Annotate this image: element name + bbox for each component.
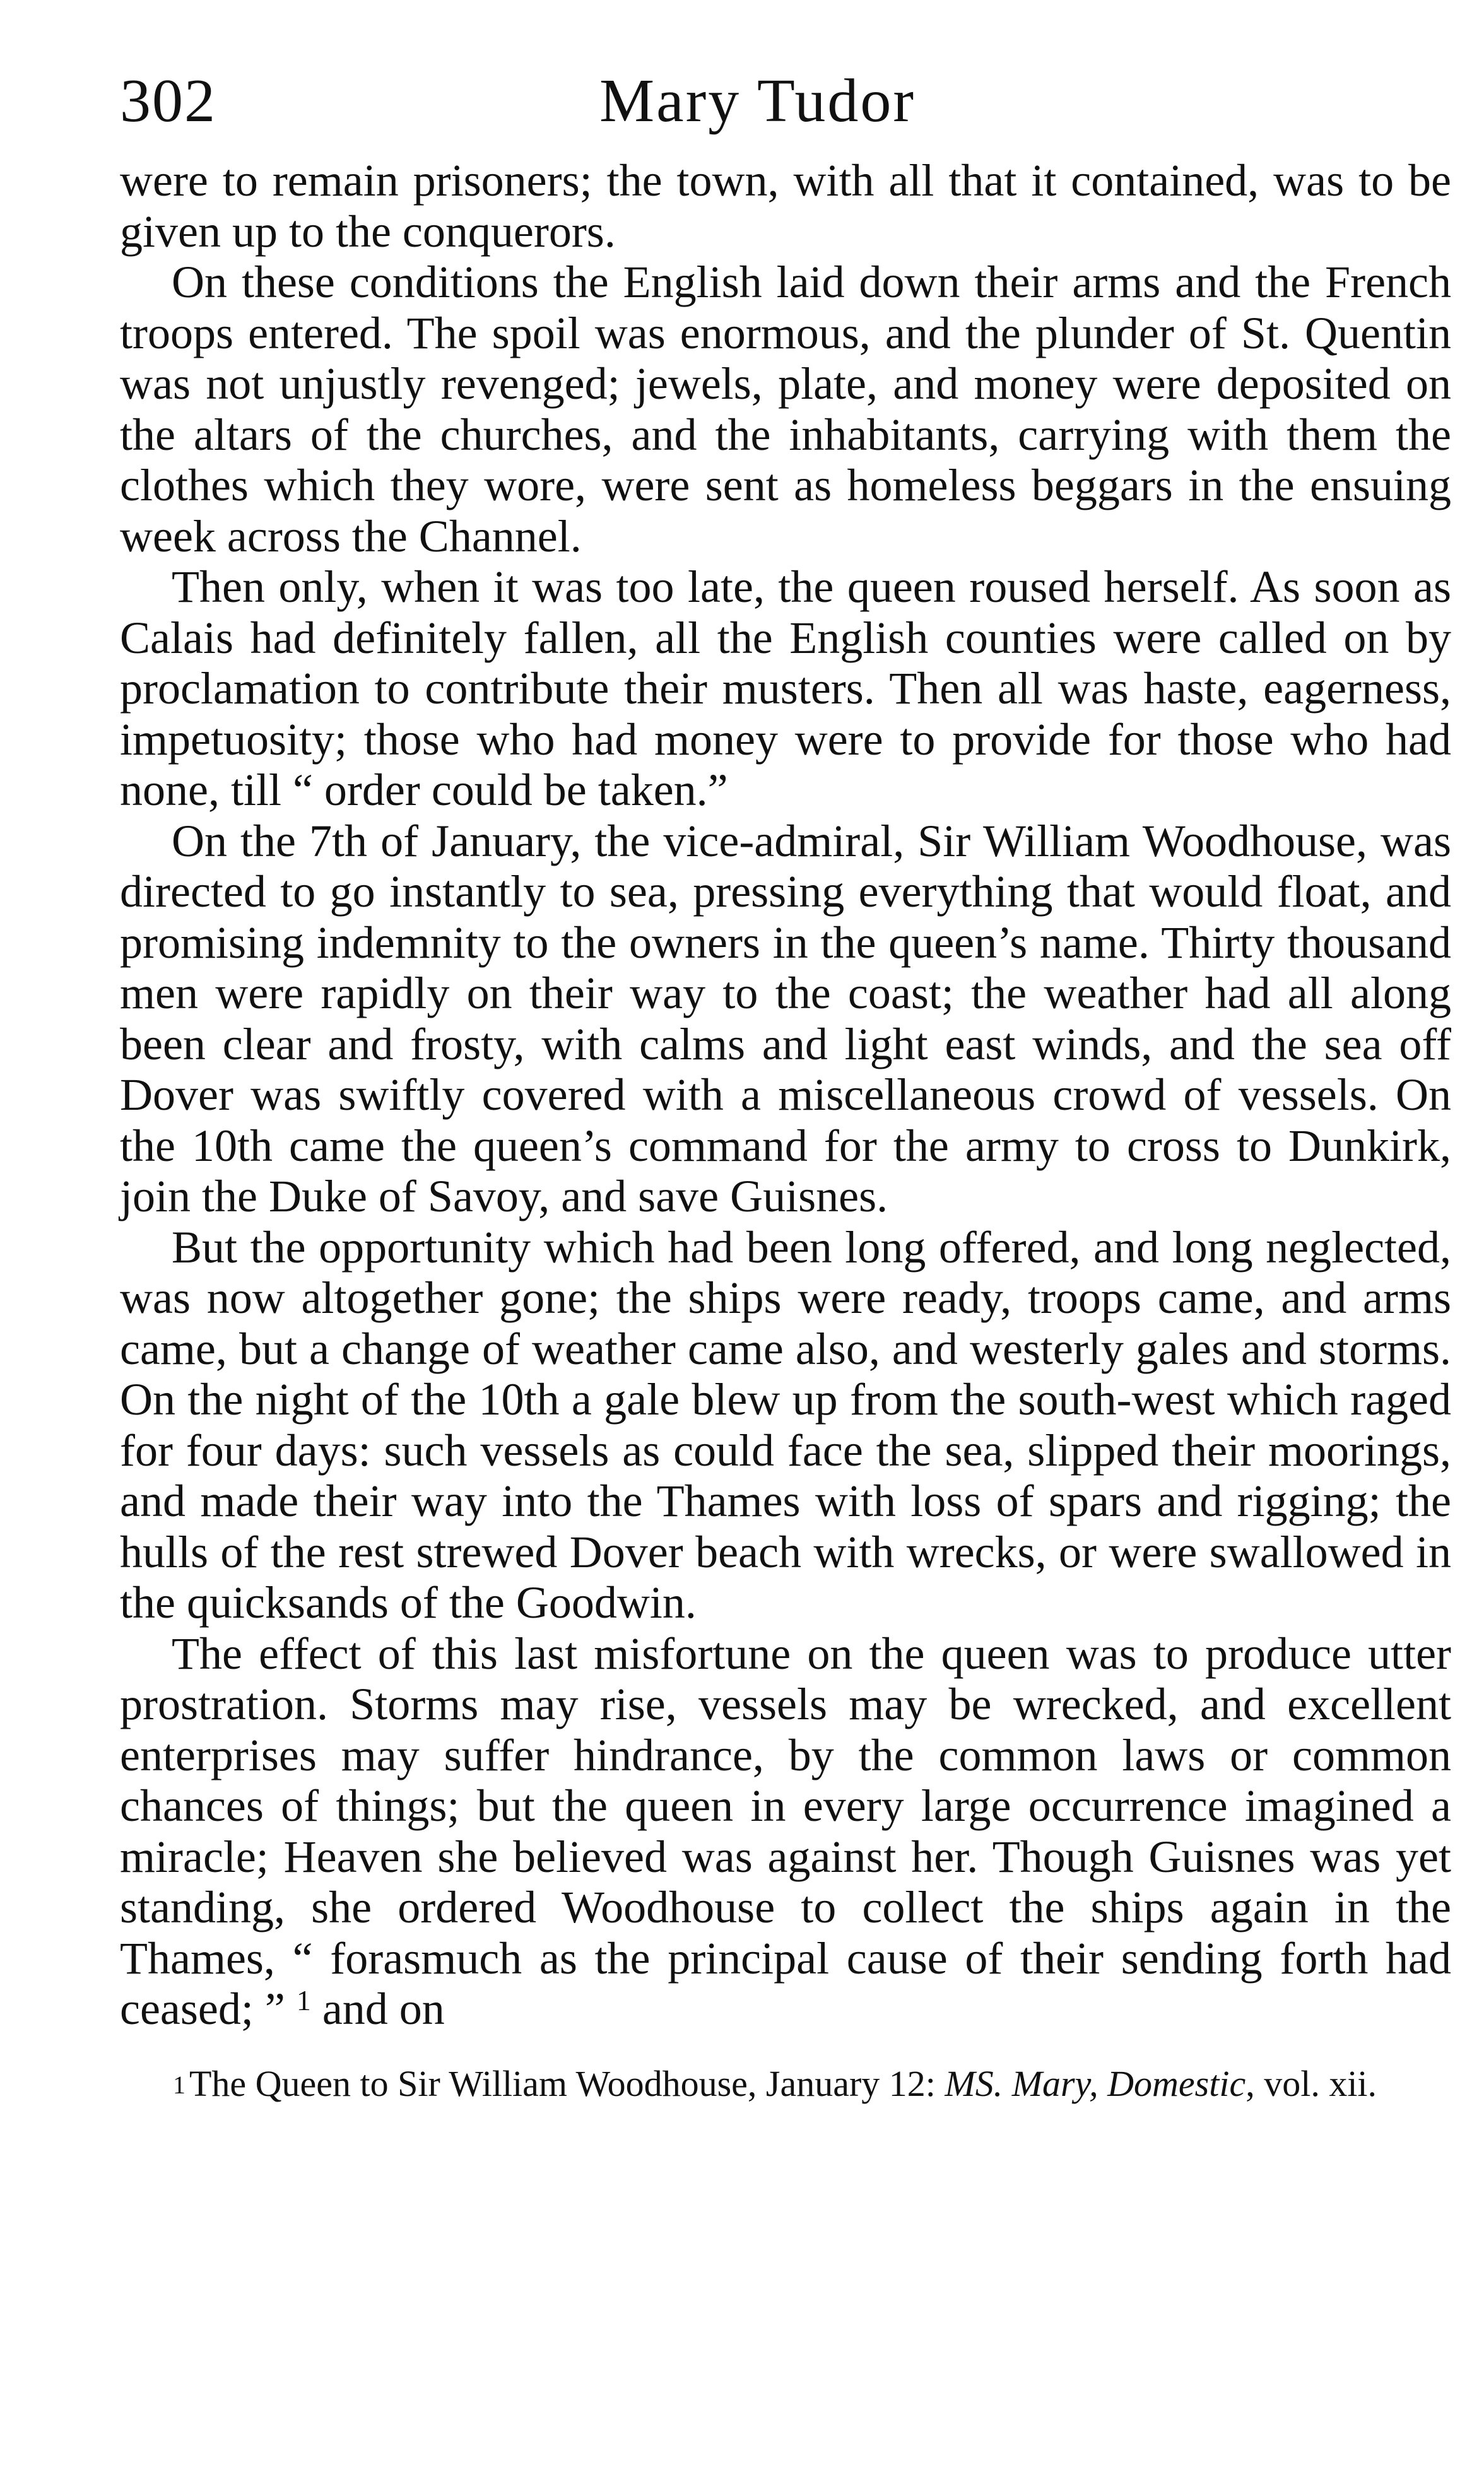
paragraph-last: [120, 1628, 1451, 2035]
footnote-text: The Queen to Sir William Woodhouse, January 12:: [189, 2062, 945, 2104]
paragraph-continued: were to remain prisoners; the town, with all that it contained, was to be given up to the conquerors.: [120, 155, 1451, 257]
running-title: Mary Tudor: [599, 67, 916, 135]
footnote: [120, 2064, 1451, 2104]
paragraph: On the 7th of January, the vice-admiral, Sir William Woodhouse, was directed to go instantly to sea, pressing everything that would float, and promising indemnity to the owners in the queen’s name. Thirty thousand men were rapidly on their way to the coast; the weather had all along been clear and frosty, with calms and light east winds, and the sea off Dover was swiftly covered with a miscellaneous crowd of vessels. On the 10th came the queen’s command for the army to cross to Dunkirk, join the Duke of Savoy, and save Guisnes.: [120, 815, 1451, 1221]
page-number: 302: [120, 67, 216, 135]
footnote-reference: 1: [296, 1984, 311, 2016]
book-page: [120, 63, 1451, 2104]
footnote-mark: 1: [173, 2070, 186, 2099]
body-text: [120, 155, 1451, 2035]
paragraph: Then only, when it was too late, the queen roused herself. As soon as Calais had definitely fallen, all the English counties were called on by proclamation to contribute their musters. Then all was haste, eagerness, impetuosity; those who had money were to provide for those who had none, till “ order could be taken.”: [120, 562, 1451, 815]
footnote-source-tail: , vol. xii.: [1246, 2062, 1377, 2104]
footnote-source: MS. Mary, Domestic: [945, 2062, 1246, 2104]
running-head: [120, 63, 1451, 139]
paragraph: On these conditions the English laid down their arms and the French troops entered. The spoil was enormous, and the plunder of St. Quentin was not unjustly revenged; jewels, plate, and money were deposited on the altars of the churches, and the inhabitants, carrying with them the clothes which they wore, were sent as homeless beggars in the ensuing week across the Channel.: [120, 257, 1451, 562]
paragraph: But the opportunity which had been long offered, and long neglected, was now altogether gone; the ships were ready, troops came, and arms came, but a change of weather came also, and westerly gales and storms. On the night of the 10th a gale blew up from the south-west which raged for four days: such vessels as could face the sea, slipped their moorings, and made their way into the Thames with loss of spars and rigging; the hulls of the rest strewed Dover beach with wrecks, or were swallowed in the quicksands of the Goodwin.: [120, 1221, 1451, 1628]
paragraph-text: The effect of this last misfortune on the queen was to produce utter prostration. Storms may rise, vessels may be wrecked, and excellent enterprises may suffer hindrance, by the common laws or common chances of things; but the queen in every large occurrence imagined a miracle; Heaven she believed was against her. Though Guisnes was yet standing, she ordered Woodhouse to collect the ships again in the Thames, “ forasmuch as the principal cause of their sending forth had ceased; ”: [120, 1628, 1451, 2034]
paragraph-tail: and on: [310, 1984, 445, 2034]
